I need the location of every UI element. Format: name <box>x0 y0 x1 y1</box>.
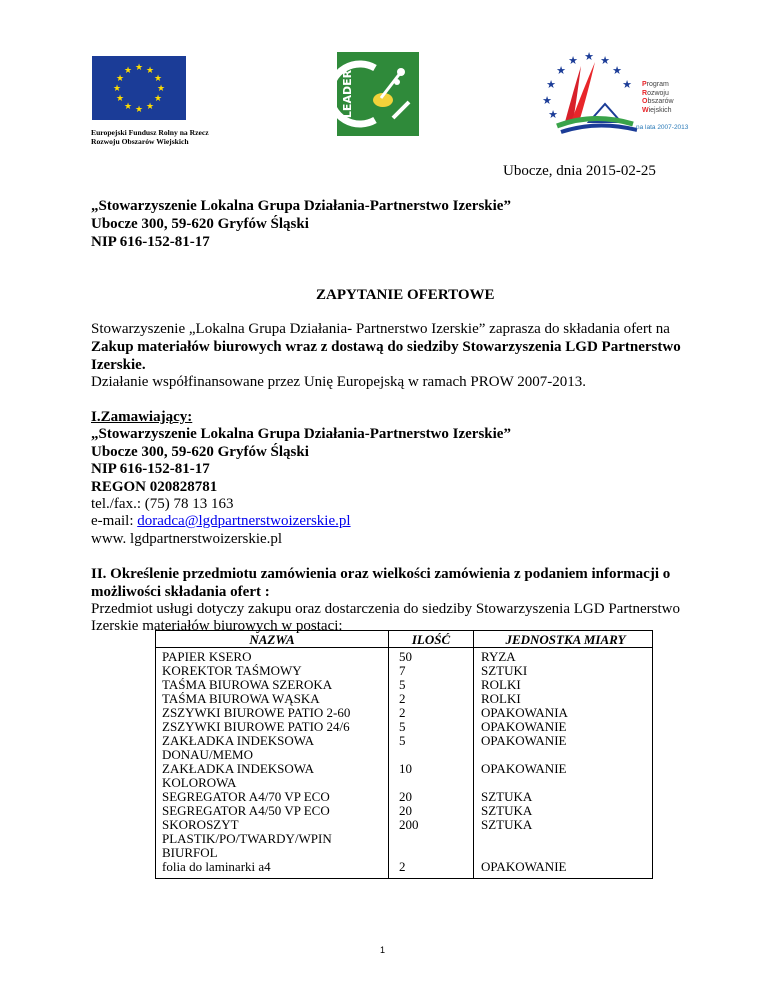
table-row <box>156 648 653 665</box>
svg-text:★: ★ <box>548 108 558 121</box>
item-unit: SZTUKA <box>481 817 533 832</box>
item-unit: OPAKOWANIE <box>481 761 567 776</box>
prow-years: na lata 2007-2013 <box>636 124 689 131</box>
item-unit: SZTUKI <box>481 663 528 678</box>
sender-nip: NIP 616-152-81-17 <box>91 234 210 250</box>
item-name: SKOROSZYT PLASTIK/PO/TWARDY/WPIN BIURFOL <box>156 818 389 860</box>
item-unit: OPAKOWANIA <box>481 705 568 720</box>
item-qty: 50 <box>389 648 474 665</box>
svg-text:★: ★ <box>542 94 552 107</box>
buyer-website: www. lgdpartnerstwoizerskie.pl <box>91 531 283 547</box>
svg-text:★: ★ <box>134 63 144 73</box>
svg-text:★: ★ <box>156 84 166 94</box>
table-row <box>156 790 653 804</box>
item-unit: OPAKOWANIE <box>481 719 567 734</box>
email-link[interactable]: doradca@lgdpartnerstwoizerskie.pl <box>137 513 351 529</box>
item-name: folia do laminarki a4 <box>156 860 389 879</box>
sender-address: Ubocze 300, 59-620 Gryfów Śląski <box>91 216 309 232</box>
table-header-row <box>156 631 653 648</box>
svg-text:★: ★ <box>622 78 632 91</box>
sender-name: „Stowarzyszenie Lokalna Grupa Działania-Partnerstwo Izerskie” <box>91 198 511 214</box>
table-row <box>156 692 653 706</box>
section2-desc-line-2: Izerskie materiałów biurowych w postaci: <box>91 618 343 634</box>
table-row <box>156 678 653 692</box>
prow-logo-text: Program Rozwoju Obszarów Wiejskich <box>642 81 674 114</box>
buyer-address: Ubocze 300, 59-620 Gryfów Śląski <box>91 444 309 460</box>
svg-text:LEADER: LEADER <box>341 69 354 119</box>
buyer-regon: REGON 020828781 <box>91 479 218 495</box>
item-qty: 10 <box>389 762 474 790</box>
section2-heading-line-1: II. Określenie przedmiotu zamówienia oraz wielkości zamówienia z podaniem informacji o <box>91 566 671 582</box>
svg-text:★: ★ <box>600 54 610 67</box>
item-qty: 2 <box>389 692 474 706</box>
item-name: ZAKŁADKA INDEKSOWA DONAU/MEMO <box>156 734 389 762</box>
item-qty: 200 <box>389 818 474 860</box>
item-name: ZSZYWKI BIUROWE PATIO 24/6 <box>156 720 389 734</box>
item-qty: 20 <box>389 804 474 818</box>
item-name: KOREKTOR TAŚMOWY <box>156 664 389 678</box>
item-qty: 2 <box>389 706 474 720</box>
svg-text:★: ★ <box>568 54 578 67</box>
svg-text:★: ★ <box>153 74 163 84</box>
eu-fund-caption: Europejski Fundusz Rolny na Rzecz Rozwoju Obszarów Wiejskich <box>91 128 209 146</box>
svg-text:★: ★ <box>584 52 594 63</box>
item-qty: 20 <box>389 790 474 804</box>
table-row <box>156 860 653 879</box>
item-qty: 5 <box>389 734 474 762</box>
svg-text:★: ★ <box>123 102 133 112</box>
svg-text:★: ★ <box>145 102 155 112</box>
item-name: PAPIER KSERO <box>156 648 389 665</box>
svg-text:★: ★ <box>153 94 163 104</box>
item-name: TAŚMA BIUROWA WĄSKA <box>156 692 389 706</box>
item-name: SEGREGATOR A4/50 VP ECO <box>156 804 389 818</box>
table-row <box>156 734 653 762</box>
intro-line-2: Zakup materiałów biurowych wraz z dostawą do siedziby Stowarzyszenia LGD Partnerstwo <box>91 339 681 355</box>
item-qty: 5 <box>389 720 474 734</box>
svg-text:★: ★ <box>134 105 144 115</box>
page-title: ZAPYTANIE OFERTOWE <box>316 287 495 303</box>
header-unit: JEDNOSTKA MIARY <box>474 631 653 648</box>
item-unit: SZTUKA <box>481 789 533 804</box>
email-label: e-mail: <box>91 513 138 529</box>
item-qty: 5 <box>389 678 474 692</box>
buyer-name: „Stowarzyszenie Lokalna Grupa Działania-Partnerstwo Izerskie” <box>91 426 511 442</box>
svg-text:★: ★ <box>612 64 622 77</box>
item-name: ZAKŁADKA INDEKSOWA KOLOROWA <box>156 762 389 790</box>
table-row <box>156 818 653 860</box>
buyer-email-line <box>91 513 351 530</box>
svg-text:★: ★ <box>145 66 155 76</box>
header-name: NAZWA <box>156 631 389 648</box>
item-unit: OPAKOWANIE <box>481 733 567 748</box>
item-unit: ROLKI <box>481 691 521 706</box>
item-unit: ROLKI <box>481 677 521 692</box>
svg-text:★: ★ <box>115 94 125 104</box>
place-date: Ubocze, dnia 2015-02-25 <box>503 163 656 179</box>
intro-line-4: Działanie współfinansowane przez Unię Europejską w ramach PROW 2007-2013. <box>91 374 586 390</box>
item-name: ZSZYWKI BIUROWE PATIO 2-60 <box>156 706 389 720</box>
svg-text:★: ★ <box>556 64 566 77</box>
item-name: SEGREGATOR A4/70 VP ECO <box>156 790 389 804</box>
table-row <box>156 720 653 734</box>
header-qty: ILOŚĆ <box>389 631 474 648</box>
eu-flag-logo <box>92 56 186 120</box>
section2-heading-line-2: możliwości składania ofert : <box>91 584 270 600</box>
table-row <box>156 804 653 818</box>
page-number: 1 <box>380 945 386 955</box>
item-unit: SZTUKA <box>481 803 533 818</box>
svg-text:★: ★ <box>112 84 122 94</box>
table-row <box>156 706 653 720</box>
intro-line-1: Stowarzyszenie „Lokalna Grupa Działania- Partnerstwo Izerskie” zaprasza do składania ofert na <box>91 321 670 337</box>
intro-line-3: Izerskie. <box>91 357 146 373</box>
item-qty: 2 <box>389 860 474 879</box>
svg-text:★: ★ <box>546 78 556 91</box>
leader-logo <box>335 52 419 136</box>
item-qty: 7 <box>389 664 474 678</box>
section2-desc-line-1: Przedmiot usługi dotyczy zakupu oraz dostarczenia do siedziby Stowarzyszenia LGD Partnerstwo <box>91 601 680 617</box>
table-row <box>156 664 653 678</box>
table-row <box>156 762 653 790</box>
svg-text:★: ★ <box>115 74 125 84</box>
buyer-nip: NIP 616-152-81-17 <box>91 461 210 477</box>
svg-text:★: ★ <box>123 66 133 76</box>
materials-table <box>155 630 653 879</box>
item-name: TAŚMA BIUROWA SZEROKA <box>156 678 389 692</box>
buyer-phone: tel./fax.: (75) 78 13 163 <box>91 496 234 512</box>
item-unit: OPAKOWANIE <box>481 859 567 874</box>
section1-heading: I.Zamawiający: <box>91 409 193 425</box>
item-unit: RYZA <box>481 649 516 664</box>
